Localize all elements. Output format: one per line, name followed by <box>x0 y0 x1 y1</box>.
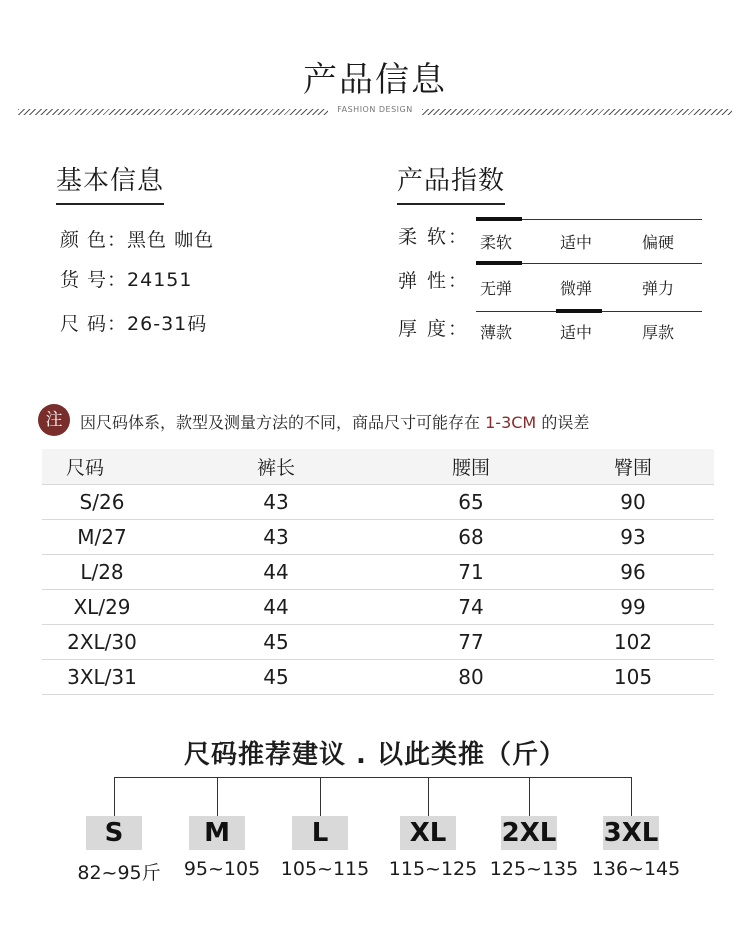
index-marker-thickness <box>556 309 602 313</box>
table-cell-hip: 105 <box>552 659 714 694</box>
table-header-hip: 臀围 <box>552 449 714 484</box>
table-cell-size: M/27 <box>42 519 162 554</box>
basic-info-underline <box>56 203 164 205</box>
note-badge: 注 <box>38 404 70 436</box>
table-header-row <box>42 449 714 484</box>
size-table <box>42 449 714 695</box>
index-option-stretch: 弹力 <box>642 279 675 298</box>
basic-info-heading-text: 基本信息 <box>56 166 165 196</box>
size-box-l: L <box>292 816 348 850</box>
tree-horizontal-line <box>114 777 632 778</box>
table-row <box>42 589 714 624</box>
index-option-no-stretch: 无弹 <box>480 279 513 298</box>
table-row <box>42 519 714 554</box>
size-box-m: M <box>189 816 245 850</box>
tree-branch <box>529 777 530 816</box>
basic-info-size-range: 尺 码：26-31码 <box>60 313 208 335</box>
note-highlight: 1-3CM <box>485 413 537 432</box>
note-text <box>80 410 589 433</box>
product-index-heading-text: 产品指数 <box>397 166 506 196</box>
note-text-before: 因尺码体系，款型及测量方法的不同，商品尺寸可能存在 <box>80 413 481 432</box>
page-title: 产品信息 <box>303 60 447 100</box>
index-marker-elasticity <box>476 261 522 265</box>
table-cell-size: 2XL/30 <box>42 624 162 659</box>
note-text-after: 的误差 <box>541 413 590 432</box>
table-cell-hip: 93 <box>552 519 714 554</box>
table-cell-length: 45 <box>162 624 390 659</box>
tree-branch <box>320 777 321 816</box>
weight-range-2xl: 125~135 <box>489 858 579 880</box>
size-box-3xl: 3XL <box>603 818 659 848</box>
size-box-s: S <box>86 816 142 850</box>
table-cell-size: S/26 <box>42 484 162 519</box>
index-option-medium: 适中 <box>560 233 593 252</box>
table-row <box>42 659 714 694</box>
basic-info-heading <box>56 160 164 205</box>
index-option-medium-thickness: 适中 <box>560 323 593 342</box>
table-cell-size: L/28 <box>42 554 162 589</box>
table-cell-hip: 90 <box>552 484 714 519</box>
size-box-2xl: 2XL <box>501 818 557 848</box>
table-row <box>42 484 714 519</box>
recommendation-title: 尺码推荐建议 . 以此类推（斤） <box>184 740 566 770</box>
table-cell-length: 43 <box>162 484 390 519</box>
fashion-tagline: FASHION DESIGN <box>337 105 413 114</box>
table-cell-hip: 99 <box>552 589 714 624</box>
table-header-length: 裤长 <box>162 449 390 484</box>
index-option-soft: 柔软 <box>480 233 513 252</box>
table-cell-size: 3XL/31 <box>42 659 162 694</box>
table-header-size: 尺码 <box>42 449 162 484</box>
index-option-thin: 薄款 <box>480 323 513 342</box>
weight-range-s: 82~95斤 <box>77 862 161 884</box>
table-cell-length: 44 <box>162 554 390 589</box>
index-option-slight-stretch: 微弹 <box>560 279 593 298</box>
weight-range-l: 105~115 <box>280 858 370 880</box>
weight-range-xl: 115~125 <box>388 858 478 880</box>
tree-branch <box>217 777 218 816</box>
hatch-divider-left <box>18 109 328 115</box>
index-label-softness: 柔 软： <box>398 226 470 248</box>
product-index-underline <box>397 203 505 205</box>
table-cell-length: 43 <box>162 519 390 554</box>
index-label-thickness: 厚 度： <box>398 318 470 340</box>
table-cell-waist: 74 <box>390 589 552 624</box>
table-cell-waist: 77 <box>390 624 552 659</box>
table-cell-length: 45 <box>162 659 390 694</box>
table-cell-waist: 71 <box>390 554 552 589</box>
table-cell-hip: 102 <box>552 624 714 659</box>
table-cell-length: 44 <box>162 589 390 624</box>
index-marker-softness <box>476 217 522 221</box>
tree-branch <box>631 777 632 816</box>
table-cell-waist: 68 <box>390 519 552 554</box>
hatch-divider-right <box>422 109 732 115</box>
index-option-hard: 偏硬 <box>642 233 675 252</box>
tree-branch <box>428 777 429 816</box>
weight-range-3xl: 136~145 <box>591 858 681 880</box>
tree-branch <box>114 777 115 816</box>
table-cell-waist: 80 <box>390 659 552 694</box>
table-row <box>42 624 714 659</box>
product-index-heading <box>397 160 505 205</box>
basic-info-item-number: 货 号：24151 <box>60 269 193 291</box>
table-header-waist: 腰围 <box>390 449 552 484</box>
table-cell-size: XL/29 <box>42 589 162 624</box>
size-box-xl: XL <box>400 816 456 850</box>
table-row <box>42 554 714 589</box>
index-option-thick: 厚款 <box>642 323 675 342</box>
weight-range-m: 95~105 <box>183 858 261 880</box>
basic-info-color: 颜 色：黑色 咖色 <box>60 229 215 251</box>
table-cell-hip: 96 <box>552 554 714 589</box>
index-label-elasticity: 弹 性： <box>398 270 470 292</box>
table-cell-waist: 65 <box>390 484 552 519</box>
